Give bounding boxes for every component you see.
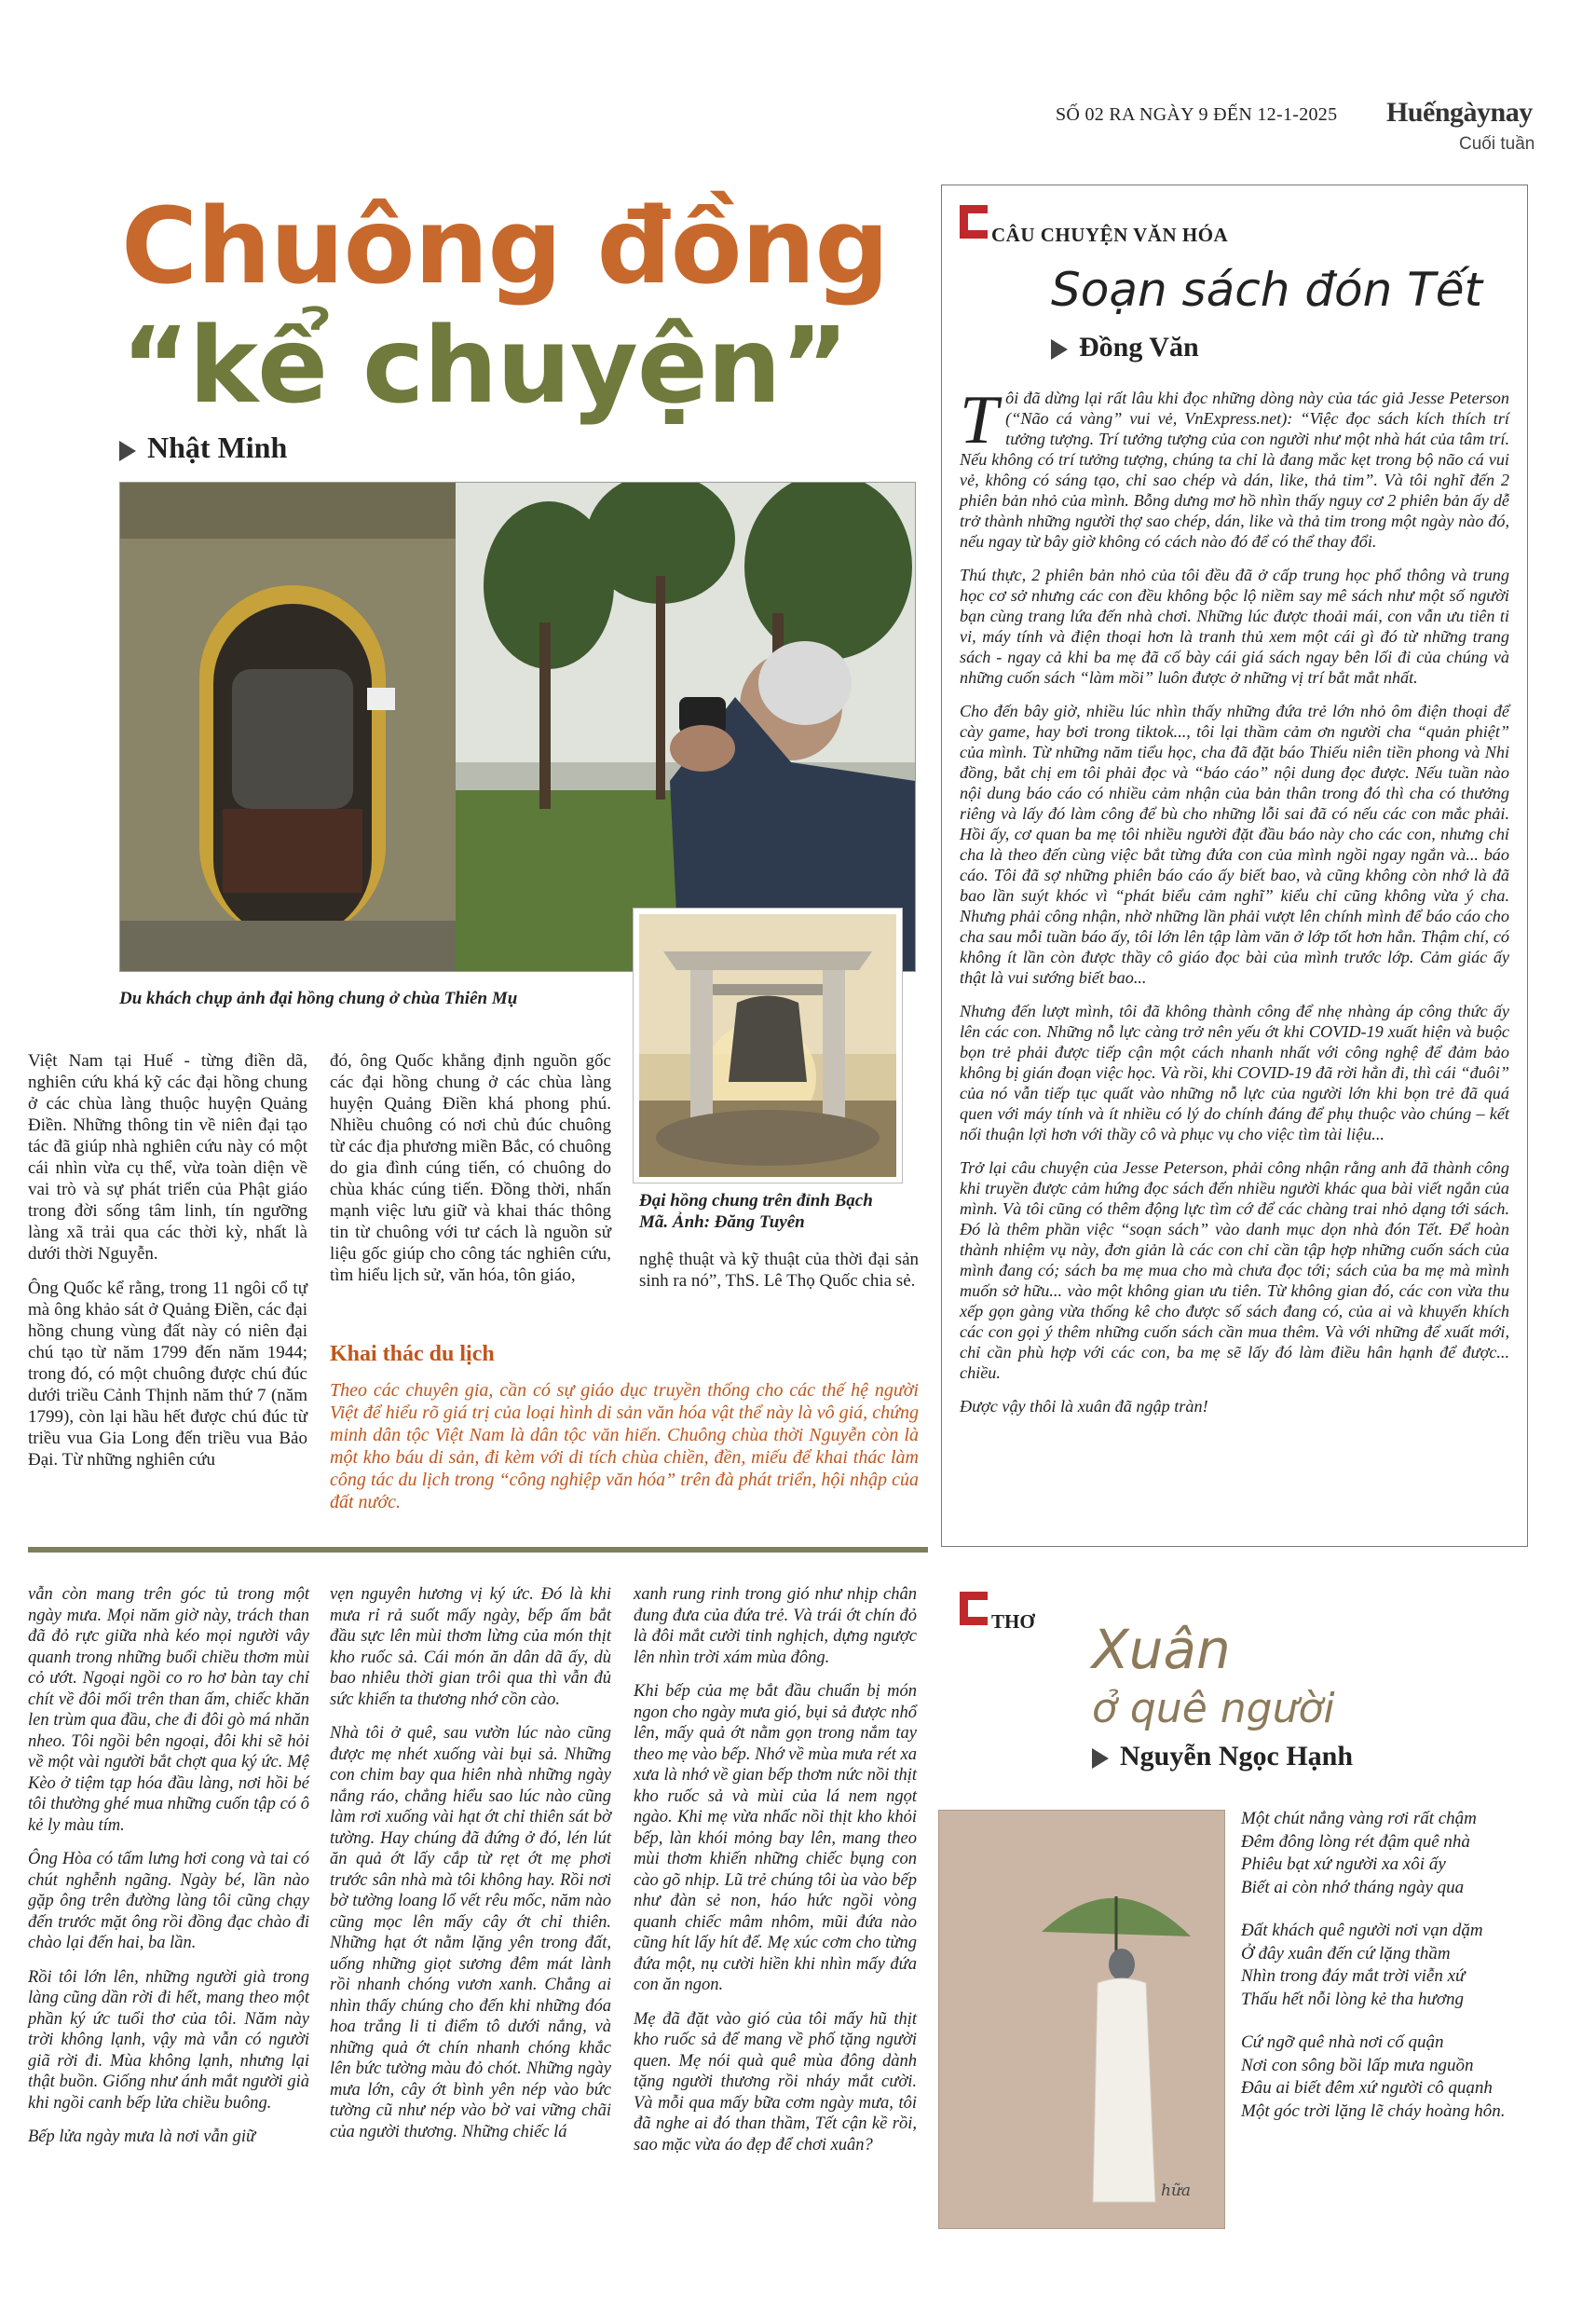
poem-title-line1: Xuân bbox=[1092, 1618, 1231, 1681]
lead-paragraph: Theo các chuyên gia, cần có sự giáo dục truyền thống cho các thế hệ người Việt để hiểu rõ giá trị của loại hình di sản văn hóa vật thể này là vô giá, chứng minh dân tộc Việt Nam là dân tộc văn hiến. Chuông chùa thời Nguyễn còn là một kho báu di sản, đi kèm với di tích chùa chiền, đền, miếu để khai thác làm công tác du lịch trong “công nghiệp văn hóa” trên đà phát triển, hội nhập của đất nước. bbox=[330, 1380, 919, 1512]
paragraph: Rồi tôi lớn lên, những người già trong làng cũng dần rời đi hết, mang theo một phần ký ức tuổi thơ của tôi. Năm này trời không lạnh, vậy mà vẫn có người giã rời đi. Mùa không lạnh, nhưng lại thật buồn. Giống như ánh mắt người già khi ngồi canh bếp lửa chiều buông. bbox=[28, 1967, 309, 2113]
poem-line: Phiêu bạt xứ người xa xôi ấy bbox=[1241, 1854, 1446, 1874]
stanza-2 bbox=[1241, 1920, 1521, 2011]
issue-line: SỐ 02 RA NGÀY 9 ĐẾN 12-1-2025 bbox=[1056, 104, 1338, 125]
poem-section-marker-icon bbox=[960, 1592, 988, 1625]
stanza-1 bbox=[1241, 1808, 1521, 1899]
paragraph: Thú thực, 2 phiên bản nhỏ của tôi đều đã ở cấp trung học phổ thông và trung học cơ sở nhưng các con đều không bộc lộ niềm say mê sách như một số người bạn cùng trang lứa đến nhà chơi. Những lúc được thoải mái, con vẫn ưu tiên ti vi, máy tính và điện thoại hơn là tranh thủ xem một cái gì đó từ những trang sách - ngay cả khi ba mẹ đã cố bày cái giá sách ngay bên lối đi của chúng và những cuốn sách “làm mồi” luôn được ở những vị trí bắt mắt nhất. bbox=[960, 566, 1509, 687]
bach-ma-bell-illustration bbox=[639, 914, 896, 1177]
paragraph: Nhà tôi ở quê, sau vườn lúc nào cũng được mẹ nhét xuống vài bụi sả. Những con chim bay qua hiên nhà những ngày nắng ráo, chẳng hiểu sao lúc nào cũng làm rơi xuống vài hạt ớt chỉ thiên sát bờ tường. Hay chúng đã đứng ở đó, lén lút ăn quả ớt lấy cắp từ rẹt ớt mẹ phơi trước sân nhà mà tôi không hay. Rồi nơi bờ tường loang lổ vết rêu mốc, năm nào cũng mọc lên mấy cây ớt chỉ thiên. Những hạt ớt nằm lặng yên trong đất, uống những giọt sương đêm mát lành rồi nhanh chóng vươn xanh. Chẳng ai nhìn thấy chúng cho đến khi những đóa hoa trắng li ti điểm tô dưới nắng, và những quả ớt chín nhanh chóng khắc lên bức tường màu đỏ chót. Những ngày mưa lớn, cây ớt bình yên nép vào bức tường cũ như nép vào bờ vai vững chãi của người thương. Những chiếc lá bbox=[330, 1724, 611, 2141]
article-title-line1: Chuông đồng bbox=[121, 186, 889, 308]
essay-column-1 bbox=[28, 1584, 309, 2161]
paragraph: Ông Quốc kể rằng, trong 11 ngôi cổ tự mà ông khảo sát ở Quảng Điền, các đại hồng chung vùng đất này có niên đại chú tạo từ năm 1799 đến năm 1944; trong đó, có một chuông được chú đúc dưới triều Cảnh Thịnh năm thứ 7 (năm 1799), còn lại hầu hết được chú đúc từ triều vua Gia Long đến triều vua Bảo Đại. Từ những nghiên cứu bbox=[28, 1279, 307, 1470]
article-title-line2: “kể chuyện” bbox=[121, 306, 849, 427]
culture-section-label: CÂU CHUYỆN VĂN HÓA bbox=[991, 224, 1229, 246]
paragraph: Trở lại câu chuyện của Jesse Peterson, phải công nhận rằng anh đã thành công khi truyền được cảm hứng đọc sách đến nhiều người khác qua bài viết ngắn của mình. Và tôi cũng có thêm động lực tìm cớ để các chàng trai nhỏ dạng tới sách. Đó là thêm phần việc “soạn sách” vào danh mục dọn nhà đón Tết. Để hoàn thành nhiệm vụ này, đơn giản là các con chỉ cần tập hợp những cuốn sách của mình đang có; sách ba mẹ mua cho mà chưa đọc tới; sách của ba mẹ mà mình muốn sở hữu... vào một không gian ưu tiên. Từ không gian đó, các con vừa thu xếp gọn gàng vừa thống kê cho được số sách đang có, của ai và khuyến khích các con gọi ý thêm những cuốn sách cần mua thêm. Và với những để xuất mới, chỉ cần phù hợp với các con, ba mẹ sẽ lấy đó làm điều hân hạnh để được... chiều. bbox=[960, 1158, 1509, 1382]
paragraph: đó, ông Quốc khẳng định nguồn gốc các đại hồng chung ở các chùa làng huyện Quảng Điền khá phong phú. Nhiều chuông có nơi chủ đúc chuông từ các địa phương miền Bắc, có chuông do gia đình cúng tiến, có chuông do chùa khác cúng tiến. Đồng thời, nhấn mạnh việc lưu giữ và khai thác thông tin từ chuông với tư cách là nguồn sử liệu gốc giúp cho công tác nghiên cứu, tìm hiểu lịch sử, văn hóa, tôn giáo, bbox=[330, 1051, 611, 1285]
poem-line: Đêm đông lòng rét đậm quê nhà bbox=[1241, 1831, 1470, 1852]
temple-bell-illustration bbox=[120, 483, 915, 971]
stanza-3 bbox=[1241, 2032, 1521, 2123]
paragraph: Được vậy thôi là xuân đã ngập tràn! bbox=[960, 1397, 1208, 1416]
poem-line: Ở đây xuân đến cứ lặng thầm bbox=[1241, 1943, 1451, 1963]
poem-line: Một chút nắng vàng rơi rất chậm bbox=[1241, 1809, 1477, 1828]
poem-author: Nguyễn Ngọc Hạnh bbox=[1120, 1741, 1354, 1772]
poem-line: Đâu ai biết đêm xứ người cô quạnh bbox=[1241, 2078, 1493, 2098]
paragraph: nghệ thuật và kỹ thuật của thời đại sản sinh ra nó”, ThS. Lê Thọ Quốc chia sẻ. bbox=[639, 1250, 919, 1291]
paragraph: Nhưng đến lượt mình, tôi đã không thành công để nhẹ nhàng áp công thức ấy lên các con. Những nỗ lực càng trở nên yếu ớt khi COVID-19 xuất hiện và buộc bọn trẻ phải được tiếp cận một cách nhanh nhất với công nghệ để đảm bảo không bị gián đoạn việc học. Và rồi, khi COVID-19 đã rời hẳn đi, thì cái “đuôi” của nó vẫn tiếp tục quất vào những nỗ lực của người lớn khi bọn trẻ đã quá quen với máy tính và ít nhiều có lý do chính đáng để phụ thuộc vào chúng – kết nối thuận lợi hơn với thầy cô và phục vụ cho việc tìm tài liệu... bbox=[960, 1002, 1509, 1143]
artist-signature: hữa bbox=[1161, 2182, 1192, 2200]
culture-story-text bbox=[960, 382, 1509, 1430]
main-article-column-2 bbox=[330, 1050, 611, 1299]
culture-title: Soạn sách đón Tết bbox=[1051, 263, 1483, 317]
temple-bell-photo bbox=[119, 482, 916, 972]
poem-illustration bbox=[938, 1810, 1225, 2229]
poem-title-line2: ở quê người bbox=[1092, 1685, 1335, 1732]
poem-line: Nhìn trong đáy mắt trời viễn xứ bbox=[1241, 1966, 1466, 1986]
poem-line: Một góc trời lặng lẽ cháy hoàng hôn. bbox=[1241, 2100, 1506, 2121]
main-article-column-1 bbox=[28, 1050, 307, 1484]
essay-column-2 bbox=[330, 1584, 611, 2155]
subhead-tourism: Khai thác du lịch bbox=[330, 1342, 495, 1366]
section-divider bbox=[28, 1547, 928, 1553]
brand-logo: Huếngàynay bbox=[1386, 97, 1533, 128]
paragraph: Bếp lửa ngày mưa là nơi vẫn giữ bbox=[28, 2127, 256, 2146]
paragraph: Việt Nam tại Huế - từng điền dã, nghiên cứu khá kỹ các đại hồng chung ở các chùa làng thuộc huyện Quảng Điền. Những thông tin về niên đại tạo tác đã giúp nhà nghiên cứu này có một cái nhìn vừa cụ thể, vừa toàn diện về vai trò và sự phát triển của Phật giáo trong đời sống tâm linh, tín ngưỡng làng xã trải qua các thời kỳ, nhất là dưới thời Nguyễn. bbox=[28, 1051, 307, 1264]
poem-line: Biết ai còn nhớ tháng ngày qua bbox=[1241, 1877, 1465, 1897]
paragraph: Khi bếp của mẹ bắt đầu chuẩn bị món ngon cho ngày mưa gió, bụi sả được nhổ lên, mấy quả ớt nằm gọn trong nắm tay theo mẹ vào bếp. Nhớ về mùa mưa rét xa xưa là nhớ về gian bếp thơm nức nồi thịt kho ruốc sả và mùi của lá nem ngọt ngào. Khi mẹ vừa nhấc nồi thịt kho khỏi bếp, làn khói mỏng bay lên, mang theo mùi thơm khiến những chiếc bụng con cào gõ nhịp. Lũ trẻ chúng tôi ùa vào bếp như đàn sẻ non, háo hức ngồi vòng quanh chiếc mâm nhôm, mũi đứa nào cũng hít lấy hít để. Mẹ xúc cơm cho từng đứa một, nụ cười hiền khi nhìn mấy đứa con ăn ngon. bbox=[634, 1682, 917, 1994]
culture-byline bbox=[1051, 332, 1199, 363]
paragraph: Tôi đã dừng lại rất lâu khi đọc những dòng này của tác giả Jesse Peterson (“Não cá vàng” vui vẻ, VnExpress.net): “Việc đọc sách kích thích trí tưởng tượng. Trí tưởng tượng của con người như một nhà hát của tâm trí. Nếu không có trí tưởng tượng, chúng ta chỉ là đang mắc kẹt trong bộ não cá vui vẻ, không có sáng tạo, chỉ sao chép và dán, like, thả tim”. Và tôi nghĩ đến 2 phiên bản nhỏ của mình. Bỗng dưng mơ hồ nhìn thấy nguy cơ 2 phiên bản ấy dễ trở thành những người thợ sao chép, dán, like và thả tim trong một ngày nào đó, nếu ngay từ bây giờ không có cách nào đó để có thể thay đổi. bbox=[960, 382, 1509, 551]
play-arrow-icon bbox=[119, 441, 136, 461]
play-arrow-icon bbox=[1092, 1748, 1109, 1769]
paragraph: Cho đến bây giờ, nhiều lúc nhìn thấy những đứa trẻ lớn nhỏ ôm điện thoại để cày game, hay bơi trong tiktok..., tôi lại thầm cảm ơn người cha “quản phiệt” của mình. Từ những năm tiểu học, cha đã đặt báo Thiếu niên tiền phong và Nhi đồng, bắt chị em tôi phải đọc và “báo cáo” nội dung đọc được. Nếu tuần nào nội dung báo cáo có nhiều cảm nhận của bản thân trong đó thì cha có thưởng riêng và lấy đó làm công để bù cho những lỗi sai đã có nếu các con mắc phải. Hồi ấy, cơ quan ba mẹ tôi nhiều người đặt đầu báo này cho các con, nhưng chỉ cha là theo đến cùng việc bắt từng đứa con của mình ngồi ngay ngắn và... báo cáo. Tôi đã sợ những phiên báo cáo ấy biết bao, và cũng không còn nhớ là đã bao lần suýt khóc vì “phát biểu cảm nghĩ” kiểu chỉ cũng không vừa ý cha. Nhưng phải công nhận, nhờ những lần phải vượt lên chính mình để báo cáo cho cha sau mỗi tuần báo ấy, tôi lớn lên tập làm văn ở lớp tốt hơn hẳn. Thậm chí, có không ít lần còn được thầy cô giáo đọc bài của mình trước lớp. Cảm giác ấy thật là vui sướng biết bao... bbox=[960, 702, 1509, 987]
poem-stanzas bbox=[1241, 1808, 1521, 2123]
paragraph: xanh rung rinh trong gió như nhịp chân đung đưa của đứa trẻ. Và trái ớt chín đỏ là đôi mắt cười tinh nghịch, dựng ngược lên nhìn trời xám mùa đông. bbox=[634, 1585, 917, 1667]
culture-author: Đồng Văn bbox=[1079, 332, 1199, 363]
bach-ma-bell-photo bbox=[634, 909, 902, 1183]
poem-line: Đất khách quê người nơi vạn dặm bbox=[1241, 1921, 1483, 1940]
author-name: Nhật Minh bbox=[147, 431, 288, 464]
paragraph: vẫn còn mang trên góc tủ trong một ngày mưa. Mọi năm giờ này, trách than đã đỏ rực giữa nhà kéo mọi người vây quanh trong những buổi chiều thơm mùi cỏ ướt. Ngoại ngồi co ro hơ bàn tay chỉ chít về đôi mối trên than ấm, chiếc khăn len trùm qua đầu, che đi đôi gò má nhăn nheo. Tôi ngồi bên ngoại, đôi khi sẽ hỏi về một vài người bắt chợt qua ký ức. Mệ Kèo ở tiệm tạp hóa đầu làng, nơi hồi bé tôi thường ghé mua những cuốn tập có ô kẻ ly màu tím. bbox=[28, 1585, 309, 1835]
essay-column-3 bbox=[634, 1584, 917, 2168]
poem-line: Cứ ngỡ quê nhà nơi cố quận bbox=[1241, 2032, 1444, 2052]
play-arrow-icon bbox=[1051, 339, 1068, 360]
poem-line: Thấu hết nỗi lòng kẻ tha hương bbox=[1241, 1989, 1464, 2009]
paragraph: Mẹ đã đặt vào gió của tôi mấy hũ thịt kho ruốc sả để mang về phố tặng người quen. Mẹ nói quà quê mùa đông dành tặng người thương rồi nháy mắt cười. Và mỗi qua mấy bữa cơm ngày mưa, tôi đã nghe ai đó than thầm, Tết cận kề rồi, sao mặc vừa áo đẹp để chơi xuân? bbox=[634, 2009, 917, 2155]
main-article-column-3 bbox=[639, 1249, 919, 1305]
photo2-caption: Đại hồng chung trên đỉnh Bạch Mã. Ảnh: Đăng Tuyên bbox=[639, 1191, 873, 1232]
photo1-caption: Du khách chụp ảnh đại hồng chung ở chùa Thiên Mụ bbox=[119, 989, 518, 1008]
drop-cap: T bbox=[960, 382, 999, 458]
article-byline bbox=[119, 431, 287, 465]
paragraph: vẹn nguyên hương vị ký ức. Đó là khi mưa rỉ rả suốt mấy ngày, bếp ấm bắt đầu sực lên mùi thơm lừng của món thịt kho ruốc sả. Cái món ăn dân dã ấy, dù bao nhiêu thời gian trôi qua thì vẫn đủ sức khiến ta thương nhớ cồn cào. bbox=[330, 1585, 611, 1709]
brand-subtitle: Cuối tuần bbox=[1459, 134, 1535, 154]
poem-byline bbox=[1092, 1741, 1353, 1772]
poem-section-label: THƠ bbox=[991, 1610, 1035, 1633]
paragraph: Ông Hòa có tấm lưng hơi cong và tai có chút nghễnh ngãng. Ngày bé, lần nào gặp ông trên đường làng tôi cũng chạy đến trước mặt ông rồi đồng đạc chào đi chào lại đến hai, ba lần. bbox=[28, 1850, 309, 1952]
woman-umbrella-drawing bbox=[939, 1811, 1224, 2228]
poem-line: Nơi con sông bồi lấp mưa nguồn bbox=[1241, 2055, 1474, 2075]
section-marker-icon bbox=[960, 205, 988, 239]
